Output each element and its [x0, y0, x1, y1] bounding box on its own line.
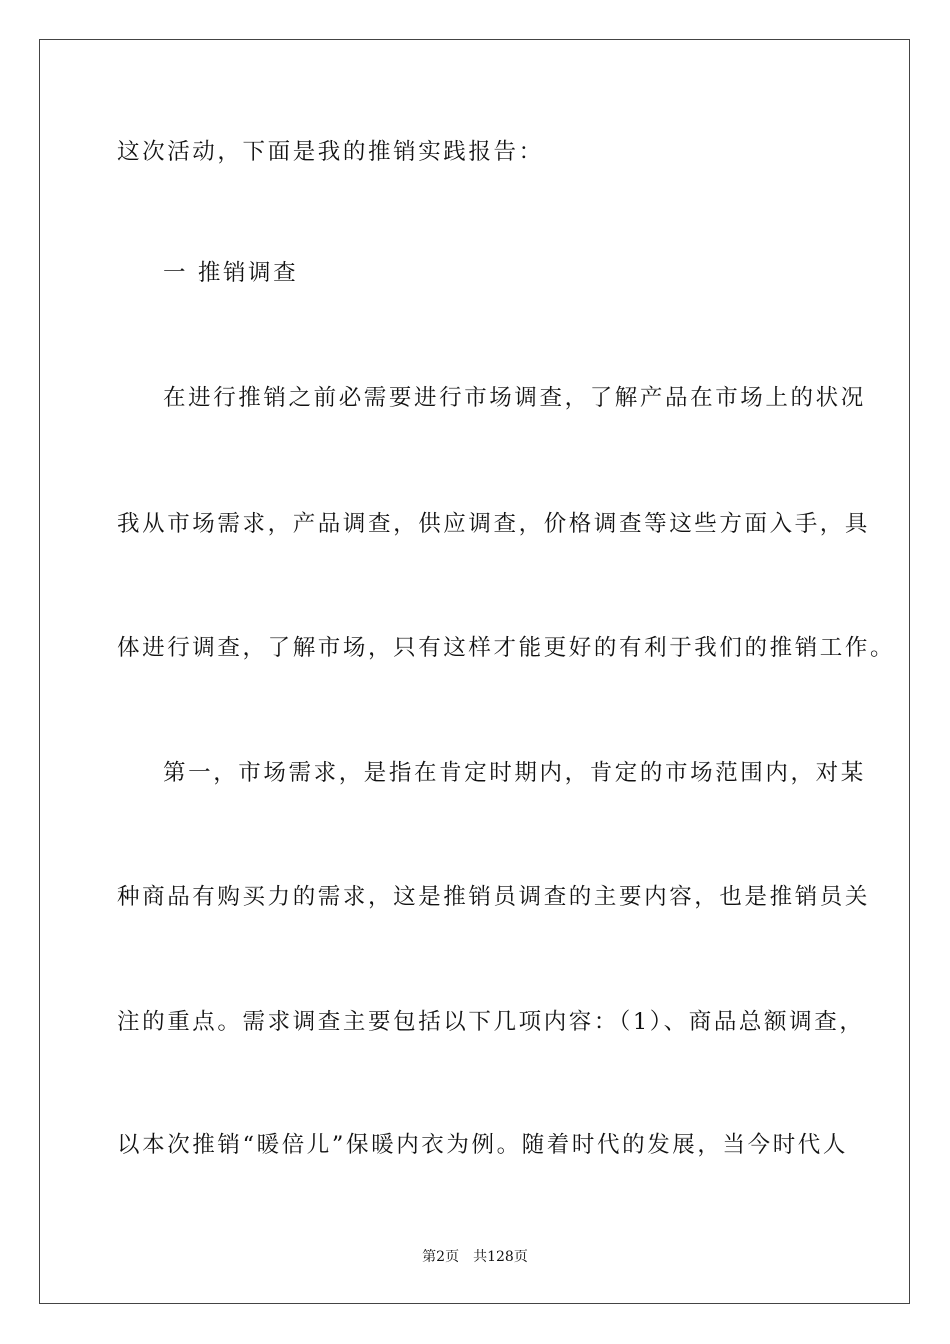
- page-footer: [0, 1248, 950, 1266]
- total-pages: 共128页: [473, 1249, 528, 1265]
- section-heading: 一 推销调查: [163, 260, 299, 286]
- body-text-line: 以本次推销“暖倍儿”保暖内衣为例。随着时代的发展，当今时代人: [117, 1132, 849, 1158]
- body-text-line: 这次活动，下面是我的推销实践报告：: [117, 139, 544, 165]
- body-text-line: 体进行调查，了解市场，只有这样才能更好的有利于我们的推销工作。: [117, 635, 896, 661]
- body-text-line: 种商品有购买力的需求，这是推销员调查的主要内容，也是推销员关: [117, 884, 871, 910]
- paragraph-first-line: 在进行推销之前必需要进行市场调查，了解产品在市场上的状况: [163, 385, 866, 411]
- paragraph-first-line: 第一，市场需求，是指在肯定时期内，肯定的市场范围内，对某: [163, 760, 866, 786]
- body-text-line: 我从市场需求，产品调查，供应调查，价格调查等这些方面入手，具: [117, 511, 871, 537]
- page-border: [39, 39, 910, 1304]
- page-number: 第2页: [422, 1249, 460, 1265]
- body-text-line: 注的重点。需求调查主要包括以下几项内容：（1）、商品总额调查，: [117, 1009, 865, 1035]
